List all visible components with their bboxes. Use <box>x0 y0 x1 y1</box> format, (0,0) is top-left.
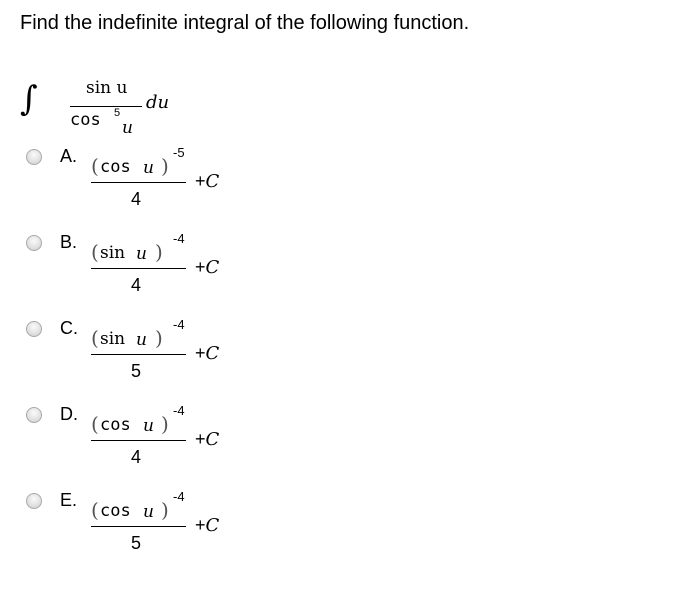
denominator: 4 <box>131 189 142 209</box>
exponent: -4 <box>173 489 185 504</box>
answer-choice-d[interactable] <box>26 404 246 482</box>
integral-sign: ∫ <box>20 79 38 119</box>
constant-c: C <box>205 429 220 450</box>
constant-term <box>195 343 219 364</box>
choice-expression <box>91 403 221 480</box>
plus-sign: + <box>195 171 206 191</box>
trig-function: cos <box>100 157 131 177</box>
choice-letter: D. <box>60 404 78 424</box>
choice-letter: A. <box>60 146 78 166</box>
answer-choice-e[interactable] <box>26 490 246 568</box>
radio-button-a[interactable] <box>26 149 42 165</box>
choice-expression <box>91 231 221 308</box>
integrand-denominator-var: u <box>122 118 133 138</box>
fraction-bar <box>91 526 186 527</box>
variable: u <box>143 416 154 436</box>
exponent: -4 <box>173 317 185 332</box>
close-paren: ) <box>161 154 169 178</box>
open-paren: ( <box>91 498 99 522</box>
close-paren: ) <box>155 326 163 350</box>
constant-term <box>195 257 219 278</box>
trig-function: sin <box>100 329 126 349</box>
close-paren: ) <box>155 240 163 264</box>
constant-c: C <box>205 515 220 536</box>
fraction-bar <box>70 106 142 107</box>
open-paren: ( <box>91 154 99 178</box>
constant-term <box>195 515 219 536</box>
choice-letter: E. <box>60 490 78 510</box>
fraction-bar <box>91 440 186 441</box>
exponent: -4 <box>173 231 185 246</box>
trig-function: cos <box>100 501 131 521</box>
variable: u <box>143 502 154 522</box>
fraction-bar <box>91 354 186 355</box>
variable: u <box>136 244 147 264</box>
integrand-denominator-exponent: 5 <box>114 107 121 119</box>
constant-c: C <box>205 171 220 192</box>
integral-expression <box>20 78 220 140</box>
radio-button-e[interactable] <box>26 493 42 509</box>
choice-expression <box>91 489 221 566</box>
plus-sign: + <box>195 429 206 449</box>
denominator: 4 <box>131 447 142 467</box>
radio-button-d[interactable] <box>26 407 42 423</box>
exponent: -4 <box>173 403 185 418</box>
variable: u <box>136 330 147 350</box>
radio-button-b[interactable] <box>26 235 42 251</box>
constant-c: C <box>205 343 220 364</box>
close-paren: ) <box>161 498 169 522</box>
radio-button-c[interactable] <box>26 321 42 337</box>
denominator: 4 <box>131 275 142 295</box>
close-paren: ) <box>161 412 169 436</box>
integrand-denominator-func: cos <box>70 110 101 130</box>
constant-term <box>195 171 219 192</box>
exponent: -5 <box>173 145 185 160</box>
answer-choice-a[interactable] <box>26 146 246 224</box>
choice-letter: C. <box>60 318 78 338</box>
variable: u <box>143 158 154 178</box>
answer-choice-b[interactable] <box>26 232 246 310</box>
choice-expression <box>91 317 221 394</box>
open-paren: ( <box>91 240 99 264</box>
open-paren: ( <box>91 326 99 350</box>
denominator: 5 <box>131 533 142 553</box>
fraction-bar <box>91 268 186 269</box>
open-paren: ( <box>91 412 99 436</box>
constant-term <box>195 429 219 450</box>
differential: du <box>146 92 170 113</box>
choice-letter: B. <box>60 232 78 252</box>
plus-sign: + <box>195 257 206 277</box>
choice-expression <box>91 145 221 222</box>
denominator: 5 <box>131 361 142 381</box>
question-prompt: Find the indefinite integral of the following function. <box>20 12 470 34</box>
plus-sign: + <box>195 515 206 535</box>
integrand-numerator: sin u <box>86 78 128 98</box>
answer-choice-c[interactable] <box>26 318 246 396</box>
fraction-bar <box>91 182 186 183</box>
constant-c: C <box>205 257 220 278</box>
trig-function: sin <box>100 243 126 263</box>
trig-function: cos <box>100 415 131 435</box>
plus-sign: + <box>195 343 206 363</box>
